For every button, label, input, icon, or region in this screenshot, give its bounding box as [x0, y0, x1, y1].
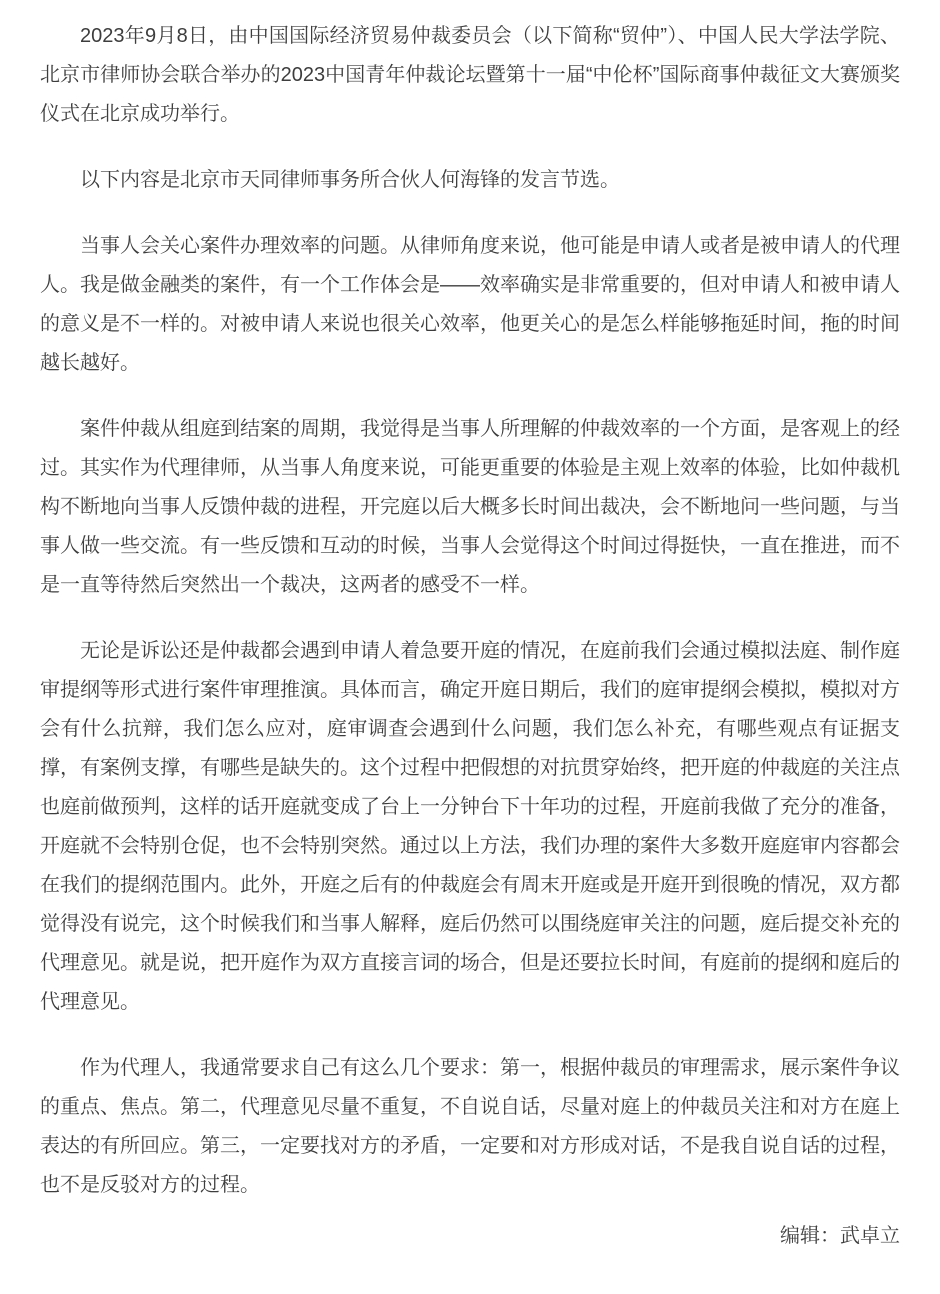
paragraph-speaker-intro: 以下内容是北京市天同律师事务所合伙人何海锋的发言节选。	[80, 169, 620, 191]
paragraph-efficiency-concern: 当事人会关心案件办理效率的问题。从律师角度来说，他可能是申请人或者是被申请人的代理人。我是做金融类的案件，有一个工作体会是——效率确实是非常重要的，但对申请人和被申请人的意义是不一样的。对被申请人来说也很关心效率，他更关心的是怎么样能够拖延时间，拖的时间越长越好。	[40, 235, 900, 374]
article-body	[40, 17, 900, 1205]
paragraph-hearing-preparation: 无论是诉讼还是仲裁都会遇到申请人着急要开庭的情况，在庭前我们会通过模拟法庭、制作庭审提纲等形式进行案件审理推演。具体而言，确定开庭日期后，我们的庭审提纲会模拟，模拟对方会有什么抗辩，我们怎么应对，庭审调查会遇到什么问题，我们怎么补充，有哪些观点有证据支撑，有案例支撑，有哪些是缺失的。这个过程中把假想的对抗贯穿始终，把开庭的仲裁庭的关注点也庭前做预判，这样的话开庭就变成了台上一分钟台下十年功的过程，开庭前我做了充分的准备，开庭就不会特别仓促，也不会特别突然。通过以上方法，我们办理的案件大多数开庭庭审内容都会在我们的提纲范围内。此外，开庭之后有的仲裁庭会有周末开庭或是开庭开到很晚的情况，双方都觉得没有说完，这个时候我们和当事人解释，庭后仍然可以围绕庭审关注的问题，庭后提交补充的代理意见。就是说，把开庭作为双方直接言词的场合，但是还要拉长时间，有庭前的提纲和庭后的代理意见。	[40, 640, 900, 1013]
editor-credit: 编辑：武卓立	[780, 1225, 900, 1247]
paragraph-subjective-efficiency: 案件仲裁从组庭到结案的周期，我觉得是当事人所理解的仲裁效率的一个方面，是客观上的经过。其实作为代理律师，从当事人角度来说，可能更重要的体验是主观上效率的体验，比如仲裁机构不断地向当事人反馈仲裁的进程，开完庭以后大概多长时间出裁决，会不断地问一些问题，与当事人做一些交流。有一些反馈和互动的时候，当事人会觉得这个时间过得挺快，一直在推进，而不是一直等待然后突然出一个裁决，这两者的感受不一样。	[40, 418, 900, 596]
paragraph-agent-requirements: 作为代理人，我通常要求自己有这么几个要求：第一，根据仲裁员的审理需求，展示案件争议的重点、焦点。第二，代理意见尽量不重复，不自说自话，尽量对庭上的仲裁员关注和对方在庭上表达的有所回应。第三，一定要找对方的矛盾，一定要和对方形成对话，不是我自说自话的过程，也不是反驳对方的过程。	[40, 1057, 900, 1196]
paragraph-event-intro: 2023年9月8日，由中国国际经济贸易仲裁委员会（以下简称“贸仲”）、中国人民大学法学院、北京市律师协会联合举办的2023中国青年仲裁论坛暨第十一届“中伦杯”国际商事仲裁征文大赛颁奖仪式在北京成功举行。	[40, 25, 900, 125]
